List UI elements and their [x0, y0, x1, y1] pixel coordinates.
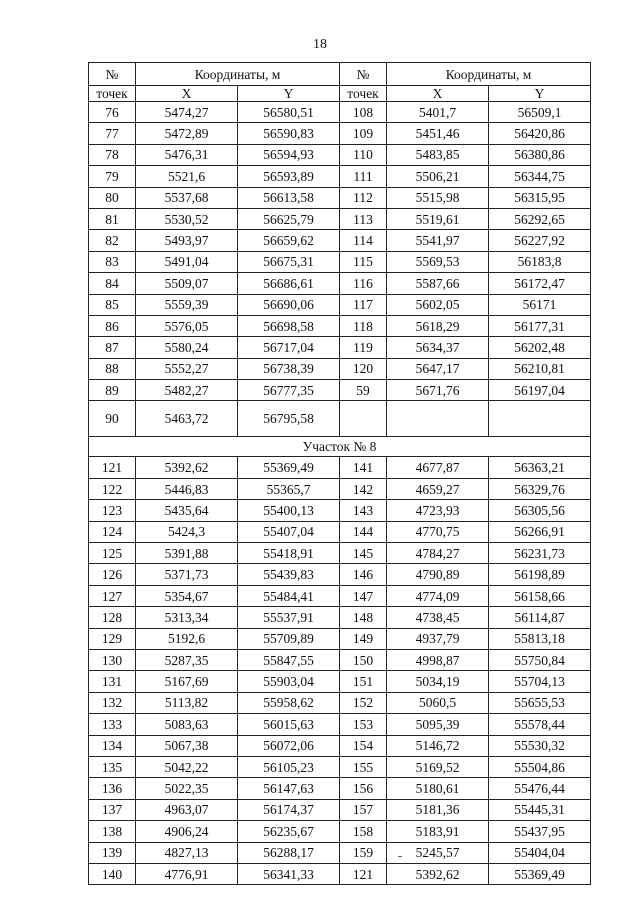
point-number-cell: 149 [340, 628, 387, 649]
table-row [89, 585, 591, 606]
point-number-cell: 89 [89, 380, 136, 401]
y-coordinate-cell: 56625,79 [238, 208, 340, 229]
point-number-cell: 141 [340, 457, 387, 478]
x-header: X [387, 86, 489, 102]
point-number-cell: 145 [340, 543, 387, 564]
table-row [89, 521, 591, 542]
point-number-cell: 125 [89, 543, 136, 564]
x-coordinate-cell: 5424,3 [136, 521, 238, 542]
x-coordinate-cell: 5313,34 [136, 607, 238, 628]
table-row [89, 380, 591, 401]
y-coordinate-cell: 56509,1 [489, 102, 591, 123]
x-coordinate-cell: 5083,63 [136, 714, 238, 735]
y-coordinate-cell: 55847,55 [238, 649, 340, 670]
point-number-cell: 140 [89, 863, 136, 884]
y-coordinate-cell: 55400,13 [238, 500, 340, 521]
x-coordinate-cell: 4998,87 [387, 649, 489, 670]
y-coordinate-cell: 55404,04 [489, 842, 591, 863]
point-number-cell: 121 [89, 457, 136, 478]
point-number-cell: 119 [340, 337, 387, 358]
y-coordinate-cell: 56105,23 [238, 756, 340, 777]
table-row [89, 401, 591, 437]
y-coordinate-cell: 55903,04 [238, 671, 340, 692]
y-coordinate-cell: 56292,65 [489, 208, 591, 229]
table-row [89, 273, 591, 294]
y-coordinate-cell: 55704,13 [489, 671, 591, 692]
point-number-cell: 136 [89, 778, 136, 799]
y-coordinate-cell: 56171 [489, 294, 591, 315]
y-coordinate-cell: 55958,62 [238, 692, 340, 713]
x-coordinate-cell: 4770,75 [387, 521, 489, 542]
table-row [89, 166, 591, 187]
point-number-cell: 138 [89, 821, 136, 842]
y-coordinate-cell [489, 401, 591, 437]
y-coordinate-cell: 56072,06 [238, 735, 340, 756]
point-number-cell: 154 [340, 735, 387, 756]
table-row [89, 756, 591, 777]
point-number-cell: 159 [340, 842, 387, 863]
table-row [89, 230, 591, 251]
y-coordinate-cell: 56795,58 [238, 401, 340, 437]
x-coordinate-cell: 5576,05 [136, 315, 238, 336]
y-coordinate-cell: 56690,06 [238, 294, 340, 315]
x-coordinate-cell: 5181,36 [387, 799, 489, 820]
table-row [89, 144, 591, 165]
point-number-cell: 157 [340, 799, 387, 820]
x-coordinate-cell: 5569,53 [387, 251, 489, 272]
point-number-header-bottom: точек [340, 86, 387, 102]
point-number-cell: 156 [340, 778, 387, 799]
y-coordinate-cell: 56659,62 [238, 230, 340, 251]
point-number-cell: 142 [340, 478, 387, 499]
x-coordinate-cell: 5587,66 [387, 273, 489, 294]
x-coordinate-cell: 5521,6 [136, 166, 238, 187]
table-row [89, 187, 591, 208]
x-coordinate-cell: 5113,82 [136, 692, 238, 713]
table-row [89, 564, 591, 585]
x-coordinate-cell: 5483,85 [387, 144, 489, 165]
coordinates-table [88, 62, 591, 885]
point-number-cell: 79 [89, 166, 136, 187]
y-coordinate-cell: 56177,31 [489, 315, 591, 336]
y-coordinate-cell: 56593,89 [238, 166, 340, 187]
point-number-cell: 126 [89, 564, 136, 585]
point-number-cell: 127 [89, 585, 136, 606]
y-coordinate-cell: 56329,76 [489, 478, 591, 499]
x-coordinate-cell: 5506,21 [387, 166, 489, 187]
x-coordinate-cell: 5671,76 [387, 380, 489, 401]
x-coordinate-cell: 5580,24 [136, 337, 238, 358]
point-number-cell: 109 [340, 123, 387, 144]
y-coordinate-cell: 56147,63 [238, 778, 340, 799]
y-coordinate-cell: 56686,61 [238, 273, 340, 294]
point-number-cell: 59 [340, 380, 387, 401]
y-coordinate-cell: 56015,63 [238, 714, 340, 735]
table-row [89, 294, 591, 315]
table-row [89, 735, 591, 756]
block-a-rows [89, 102, 591, 437]
x-coordinate-cell: 5634,37 [387, 337, 489, 358]
y-coordinate-cell: 56315,95 [489, 187, 591, 208]
x-coordinate-cell: 5245,57 [387, 842, 489, 863]
point-number-header-bottom: точек [89, 86, 136, 102]
x-coordinate-cell: 4906,24 [136, 821, 238, 842]
point-number-cell: 113 [340, 208, 387, 229]
point-number-cell: 77 [89, 123, 136, 144]
point-number-cell: 83 [89, 251, 136, 272]
y-coordinate-cell: 56288,17 [238, 842, 340, 863]
point-number-cell: 135 [89, 756, 136, 777]
point-number-cell: 158 [340, 821, 387, 842]
table-row [89, 358, 591, 379]
x-coordinate-cell: 5287,35 [136, 649, 238, 670]
point-number-cell: 124 [89, 521, 136, 542]
y-coordinate-cell: 56594,93 [238, 144, 340, 165]
section-title: Участок № 8 [89, 437, 591, 457]
y-coordinate-cell: 55709,89 [238, 628, 340, 649]
y-coordinate-cell: 55530,32 [489, 735, 591, 756]
y-coordinate-cell: 55445,31 [489, 799, 591, 820]
x-coordinate-cell: 5618,29 [387, 315, 489, 336]
y-coordinate-cell: 56183,8 [489, 251, 591, 272]
y-coordinate-cell: 56344,75 [489, 166, 591, 187]
point-number-cell: 85 [89, 294, 136, 315]
x-coordinate-cell: 5067,38 [136, 735, 238, 756]
x-coordinate-cell: 5647,17 [387, 358, 489, 379]
x-coordinate-cell: 5602,05 [387, 294, 489, 315]
point-number-cell: 80 [89, 187, 136, 208]
point-number-cell: 123 [89, 500, 136, 521]
point-number-cell: 148 [340, 607, 387, 628]
x-coordinate-cell: 5463,72 [136, 401, 238, 437]
y-coordinate-cell: 56341,33 [238, 863, 340, 884]
y-coordinate-cell: 56158,66 [489, 585, 591, 606]
x-coordinate-cell: 5559,39 [136, 294, 238, 315]
table-row [89, 102, 591, 123]
y-coordinate-cell: 56305,56 [489, 500, 591, 521]
coordinates-header: Координаты, м [387, 63, 591, 86]
table-row [89, 123, 591, 144]
y-coordinate-cell: 56202,48 [489, 337, 591, 358]
table-row [89, 315, 591, 336]
x-coordinate-cell: 5060,5 [387, 692, 489, 713]
table-row [89, 628, 591, 649]
point-number-cell: 137 [89, 799, 136, 820]
point-number-cell: 150 [340, 649, 387, 670]
y-coordinate-cell: 55439,83 [238, 564, 340, 585]
table-row [89, 863, 591, 884]
point-number-cell: 86 [89, 315, 136, 336]
x-header: X [136, 86, 238, 102]
y-coordinate-cell: 56210,81 [489, 358, 591, 379]
y-coordinate-cell: 56114,87 [489, 607, 591, 628]
point-number-cell: 133 [89, 714, 136, 735]
point-number-cell: 84 [89, 273, 136, 294]
x-coordinate-cell: 5391,88 [136, 543, 238, 564]
table-row [89, 692, 591, 713]
point-number-cell: 118 [340, 315, 387, 336]
point-number-cell: 121 [340, 863, 387, 884]
x-coordinate-cell: 4738,45 [387, 607, 489, 628]
x-coordinate-cell: 5169,52 [387, 756, 489, 777]
x-coordinate-cell: 5474,27 [136, 102, 238, 123]
table-row [89, 500, 591, 521]
x-coordinate-cell: 4784,27 [387, 543, 489, 564]
scan-mark [398, 856, 402, 857]
y-coordinate-cell: 56777,35 [238, 380, 340, 401]
point-number-cell: 78 [89, 144, 136, 165]
x-coordinate-cell: 4827,13 [136, 842, 238, 863]
table-row [89, 208, 591, 229]
y-coordinate-cell: 55369,49 [238, 457, 340, 478]
point-number-cell: 122 [89, 478, 136, 499]
x-coordinate-cell: 4937,79 [387, 628, 489, 649]
point-number-cell: 139 [89, 842, 136, 863]
point-number-cell: 131 [89, 671, 136, 692]
point-number-cell: 117 [340, 294, 387, 315]
table-row [89, 778, 591, 799]
y-coordinate-cell: 55476,44 [489, 778, 591, 799]
x-coordinate-cell: 5509,07 [136, 273, 238, 294]
table-row [89, 478, 591, 499]
y-coordinate-cell: 55750,84 [489, 649, 591, 670]
point-number-cell: 144 [340, 521, 387, 542]
y-coordinate-cell: 56717,04 [238, 337, 340, 358]
section-row-group [89, 437, 591, 457]
point-number-cell: 153 [340, 714, 387, 735]
point-number-cell: 110 [340, 144, 387, 165]
x-coordinate-cell: 5392,62 [136, 457, 238, 478]
point-number-cell: 90 [89, 401, 136, 437]
table-row [89, 714, 591, 735]
x-coordinate-cell: 5491,04 [136, 251, 238, 272]
y-header: Y [489, 86, 591, 102]
y-coordinate-cell: 56380,86 [489, 144, 591, 165]
point-number-cell: 81 [89, 208, 136, 229]
x-coordinate-cell: 5042,22 [136, 756, 238, 777]
x-coordinate-cell: 5034,19 [387, 671, 489, 692]
x-coordinate-cell: 4963,07 [136, 799, 238, 820]
point-number-header-top: № [340, 63, 387, 86]
point-number-cell: 115 [340, 251, 387, 272]
x-coordinate-cell: 5095,39 [387, 714, 489, 735]
y-coordinate-cell: 56172,47 [489, 273, 591, 294]
point-number-cell: 108 [340, 102, 387, 123]
y-coordinate-cell: 56675,31 [238, 251, 340, 272]
table-row [89, 457, 591, 478]
point-number-cell: 88 [89, 358, 136, 379]
point-number-cell: 147 [340, 585, 387, 606]
y-coordinate-cell: 55504,86 [489, 756, 591, 777]
x-coordinate-cell: 5472,89 [136, 123, 238, 144]
x-coordinate-cell: 5392,62 [387, 863, 489, 884]
x-coordinate-cell: 5022,35 [136, 778, 238, 799]
point-number-cell: 130 [89, 649, 136, 670]
x-coordinate-cell: 5167,69 [136, 671, 238, 692]
x-coordinate-cell: 5146,72 [387, 735, 489, 756]
x-coordinate-cell: 5537,68 [136, 187, 238, 208]
y-header: Y [238, 86, 340, 102]
x-coordinate-cell: 4790,89 [387, 564, 489, 585]
x-coordinate-cell: 5435,64 [136, 500, 238, 521]
point-number-header-top: № [89, 63, 136, 86]
page-number: 18 [313, 37, 327, 52]
x-coordinate-cell: 4776,91 [136, 863, 238, 884]
point-number-cell: 87 [89, 337, 136, 358]
point-number-cell: 116 [340, 273, 387, 294]
y-coordinate-cell: 55437,95 [489, 821, 591, 842]
y-coordinate-cell: 56363,21 [489, 457, 591, 478]
y-coordinate-cell: 56738,39 [238, 358, 340, 379]
y-coordinate-cell: 55537,91 [238, 607, 340, 628]
x-coordinate-cell: 5192,6 [136, 628, 238, 649]
x-coordinate-cell [387, 401, 489, 437]
point-number-cell [340, 401, 387, 437]
x-coordinate-cell: 5180,61 [387, 778, 489, 799]
x-coordinate-cell: 5530,52 [136, 208, 238, 229]
x-coordinate-cell: 5541,97 [387, 230, 489, 251]
x-coordinate-cell: 5519,61 [387, 208, 489, 229]
point-number-cell: 151 [340, 671, 387, 692]
x-coordinate-cell: 5493,97 [136, 230, 238, 251]
point-number-cell: 146 [340, 564, 387, 585]
x-coordinate-cell: 4677,87 [387, 457, 489, 478]
x-coordinate-cell: 5482,27 [136, 380, 238, 401]
y-coordinate-cell: 55369,49 [489, 863, 591, 884]
y-coordinate-cell: 56235,67 [238, 821, 340, 842]
y-coordinate-cell: 56198,89 [489, 564, 591, 585]
table-row [89, 821, 591, 842]
y-coordinate-cell: 56613,58 [238, 187, 340, 208]
point-number-cell: 129 [89, 628, 136, 649]
y-coordinate-cell: 55365,7 [238, 478, 340, 499]
x-coordinate-cell: 5451,46 [387, 123, 489, 144]
point-number-cell: 112 [340, 187, 387, 208]
point-number-cell: 82 [89, 230, 136, 251]
point-number-cell: 155 [340, 756, 387, 777]
table-row [89, 337, 591, 358]
x-coordinate-cell: 4723,93 [387, 500, 489, 521]
y-coordinate-cell: 55407,04 [238, 521, 340, 542]
y-coordinate-cell: 55418,91 [238, 543, 340, 564]
x-coordinate-cell: 5183,91 [387, 821, 489, 842]
point-number-cell: 114 [340, 230, 387, 251]
x-coordinate-cell: 4659,27 [387, 478, 489, 499]
y-coordinate-cell: 56590,83 [238, 123, 340, 144]
coordinates-header: Координаты, м [136, 63, 340, 86]
y-coordinate-cell: 56231,73 [489, 543, 591, 564]
y-coordinate-cell: 56197,04 [489, 380, 591, 401]
point-number-cell: 128 [89, 607, 136, 628]
block-b-rows [89, 457, 591, 885]
y-coordinate-cell: 56580,51 [238, 102, 340, 123]
point-number-cell: 132 [89, 692, 136, 713]
y-coordinate-cell: 56420,86 [489, 123, 591, 144]
x-coordinate-cell: 4774,09 [387, 585, 489, 606]
x-coordinate-cell: 5446,83 [136, 478, 238, 499]
y-coordinate-cell: 56266,91 [489, 521, 591, 542]
y-coordinate-cell: 55578,44 [489, 714, 591, 735]
table-row [89, 671, 591, 692]
table-row [89, 842, 591, 863]
point-number-cell: 111 [340, 166, 387, 187]
table-row [89, 649, 591, 670]
table-row [89, 251, 591, 272]
x-coordinate-cell: 5371,73 [136, 564, 238, 585]
y-coordinate-cell: 55655,53 [489, 692, 591, 713]
table-row [89, 607, 591, 628]
table-row [89, 543, 591, 564]
x-coordinate-cell: 5552,27 [136, 358, 238, 379]
y-coordinate-cell: 56174,37 [238, 799, 340, 820]
y-coordinate-cell: 55484,41 [238, 585, 340, 606]
x-coordinate-cell: 5401,7 [387, 102, 489, 123]
x-coordinate-cell: 5476,31 [136, 144, 238, 165]
y-coordinate-cell: 56698,58 [238, 315, 340, 336]
point-number-cell: 76 [89, 102, 136, 123]
point-number-cell: 152 [340, 692, 387, 713]
x-coordinate-cell: 5354,67 [136, 585, 238, 606]
point-number-cell: 120 [340, 358, 387, 379]
x-coordinate-cell: 5515,98 [387, 187, 489, 208]
y-coordinate-cell: 55813,18 [489, 628, 591, 649]
point-number-cell: 143 [340, 500, 387, 521]
point-number-cell: 134 [89, 735, 136, 756]
y-coordinate-cell: 56227,92 [489, 230, 591, 251]
table-row [89, 799, 591, 820]
